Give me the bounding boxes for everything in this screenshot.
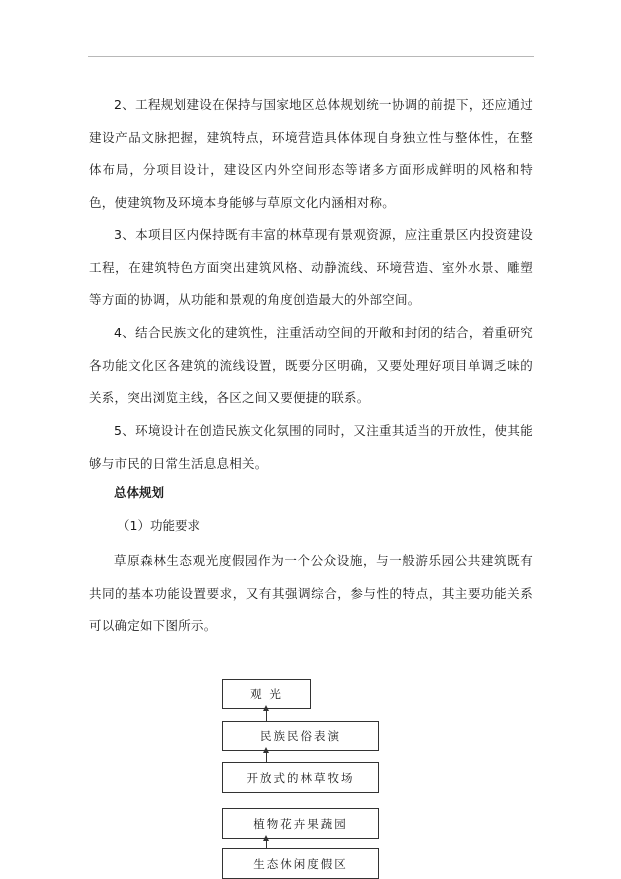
paragraph-3: 3、本项目区内保持既有丰富的林草现有景观资源，应注重景区内投资建设工程，在建筑特色方面突出建筑风格、动静流线、环境营造、室外水景、雕塑等方面的协调，从功能和景观的角度创造最大的外部空间。 — [89, 227, 533, 307]
section-heading: 总体规划 — [114, 485, 165, 500]
paragraph-2: 2、工程规划建设在保持与国家地区总体规划统一协调的前提下，还应通过建设产品文脉把握，建筑特点，环境营造具体体现自身独立性与整体性，在整体布局，分项目设计，建设区内外空间形态等诸多方面形成鲜明的风格和特色，使建筑物及环境本身能够与草原文化内涵相对称。 — [89, 97, 533, 210]
diagram-box-sightseeing: 观 光 — [222, 679, 311, 709]
diagram-box-eco-resort: 生态休闲度假区 — [222, 848, 379, 879]
diagram-box-folk-performance: 民族民俗表演 — [222, 721, 379, 751]
diagram-box-plant-garden: 植物花卉果蔬园 — [222, 808, 379, 839]
paragraph-5: 5、环境设计在创造民族文化氛围的同时，又注重其适当的开放性，使其能够与市民的日常生活息息相关。 — [89, 423, 533, 471]
section-subheading: （1）功能要求 — [117, 518, 200, 533]
paragraph-intro: 草原森林生态观光度假园作为一个公众设施，与一般游乐园公共建筑既有共同的基本功能设置要求，又有其强调综合，参与性的特点，其主要功能关系可以确定如下图所示。 — [89, 553, 533, 633]
header-rule — [88, 56, 534, 57]
diagram-box-forest-pasture: 开放式的林草牧场 — [222, 762, 379, 793]
paragraph-4: 4、结合民族文化的建筑性，注重活动空间的开敞和封闭的结合，着重研究各功能文化区各建筑的流线设置，既要分区明确，又要处理好项目单调乏味的关系，突出浏览主线，各区之间又要便捷的联系。 — [89, 325, 533, 405]
